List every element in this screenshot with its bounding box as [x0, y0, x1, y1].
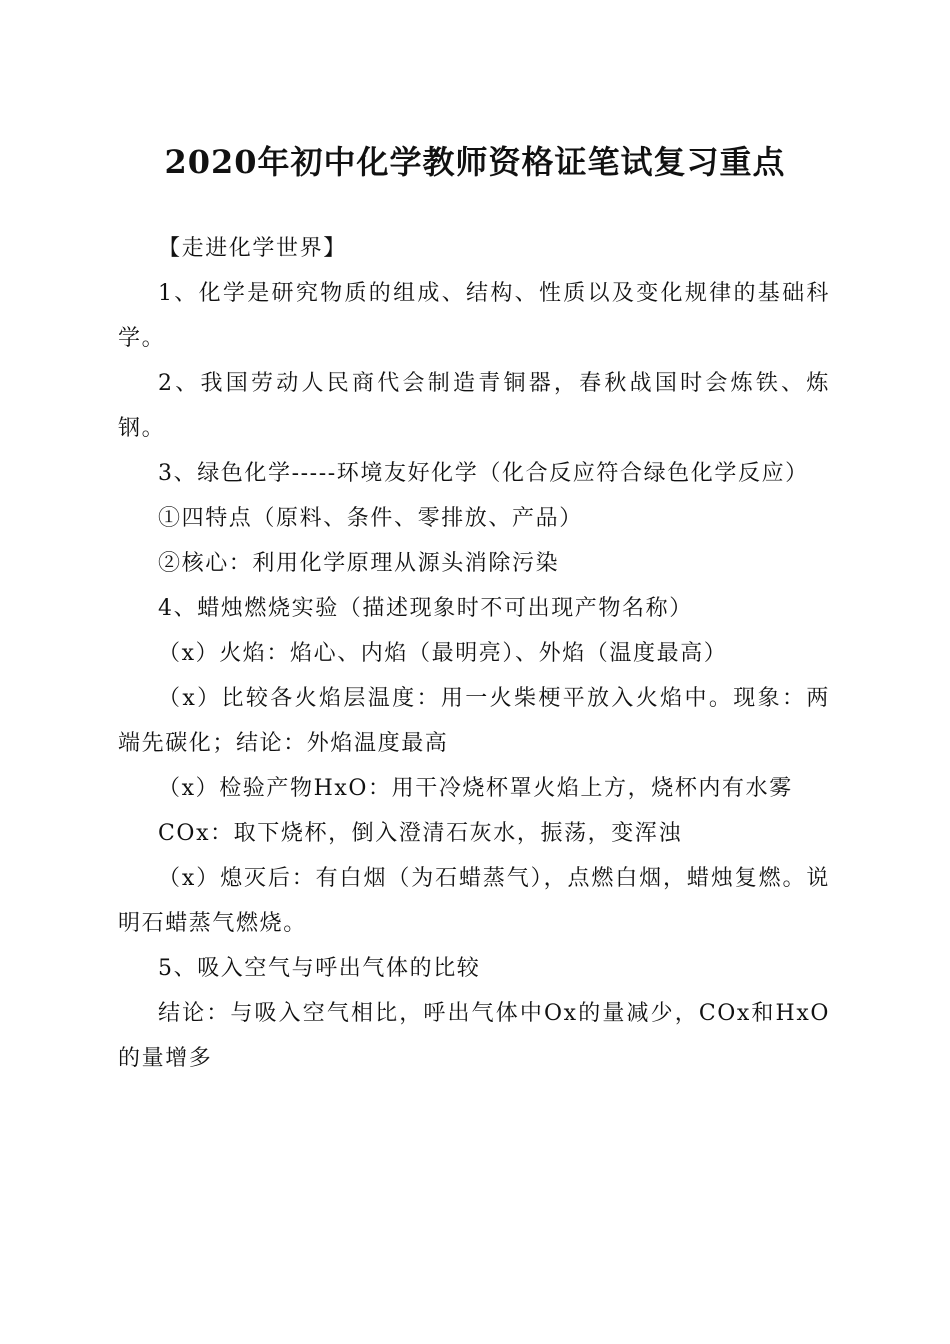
paragraph-conclusion: 结论：与吸入空气相比，呼出气体中Ox的量减少，COx和HxO的量增多: [118, 1001, 830, 1071]
document-body: [118, 226, 830, 1081]
section-heading: 【走进化学世界】: [158, 236, 347, 261]
paragraph-sub-point-2: ②核心：利用化学原理从源头消除污染: [158, 551, 560, 576]
paragraph-item-1: 1、化学是研究物质的组成、结构、性质以及变化规律的基础科学。: [118, 281, 830, 351]
paragraph-item-2: 2、我国劳动人民商代会制造青铜器，春秋战国时会炼铁、炼钢。: [118, 371, 830, 441]
paragraph-item-5: 5、吸入空气与呼出气体的比较: [158, 956, 481, 981]
paragraph-test-water: （x）检验产物HxO：用干冷烧杯罩火焰上方，烧杯内有水雾: [158, 776, 793, 801]
paragraph-extinguish: （x）熄灭后：有白烟（为石蜡蒸气），点燃白烟，蜡烛复燃。说明石蜡蒸气燃烧。: [118, 866, 830, 936]
paragraph-item-4: 4、蜡烛燃烧实验（描述现象时不可出现产物名称）: [158, 596, 693, 621]
document-title: 2020年初中化学教师资格证笔试复习重点: [164, 143, 786, 181]
paragraph-sub-point-1: ①四特点（原料、条件、零排放、产品）: [158, 506, 583, 531]
paragraph-flame-parts: （x）火焰：焰心、内焰（最明亮）、外焰（温度最高）: [158, 641, 728, 666]
paragraph-item-3: 3、绿色化学-----环境友好化学（化合反应符合绿色化学反应）: [158, 461, 809, 486]
paragraph-test-co2: COx：取下烧杯，倒入澄清石灰水，振荡，变浑浊: [158, 821, 683, 846]
paragraph-flame-temperature: （x）比较各火焰层温度：用一火柴梗平放入火焰中。现象：两端先碳化；结论：外焰温度最高: [118, 686, 830, 756]
